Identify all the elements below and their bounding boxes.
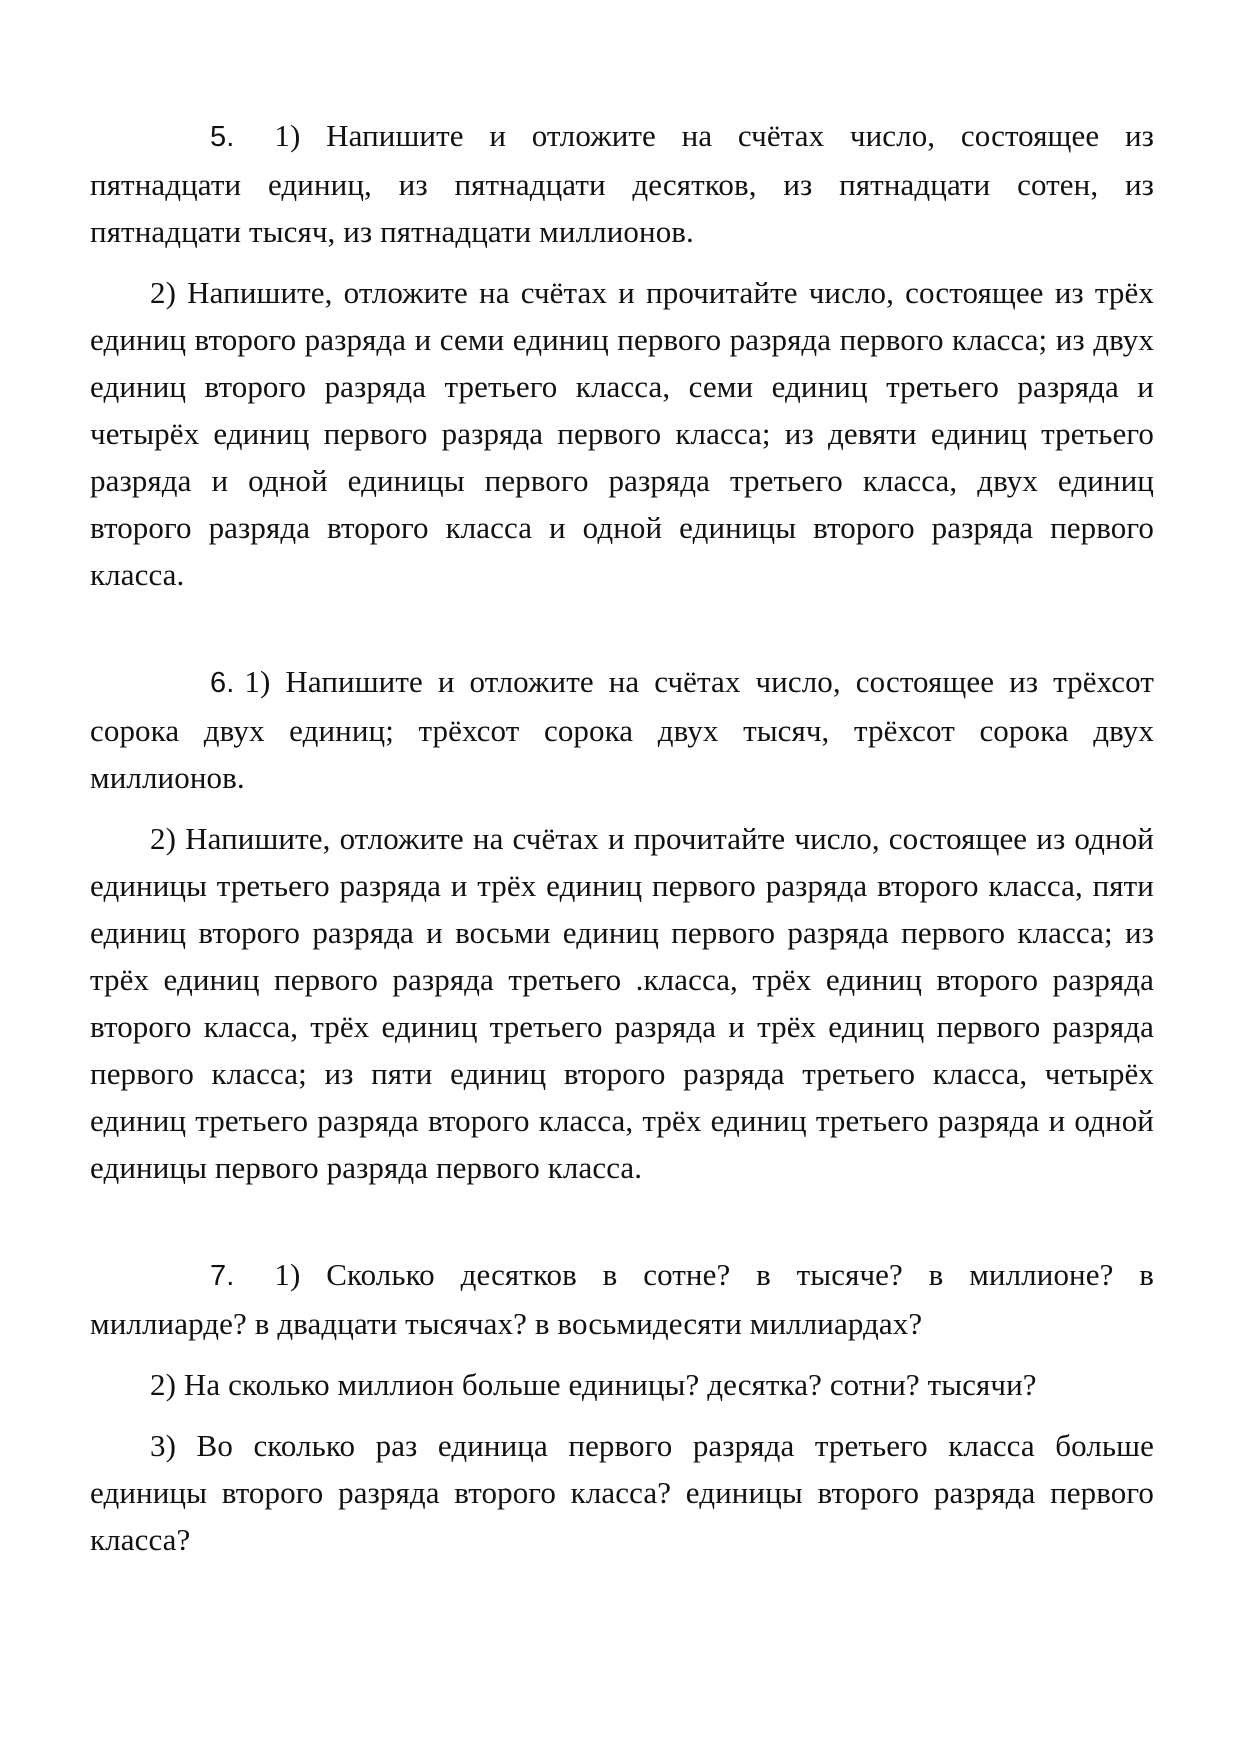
task-7-number: 7. [210,1260,235,1292]
task-5-part-2 [90,269,1154,598]
task-7-part-3 [90,1422,1154,1563]
task-6-part-1-text: 1) Напишите и отложите на счётах число, состоящее из трёхсот сорока двух единиц; трёхсот сорока двух тысяч, трёхсот сорока двух миллионов. [90,664,1154,795]
task-7-part-1 [90,1251,1154,1347]
task-5 [90,112,1154,598]
task-5-part-2-text: 2) Напишите, отложите на счётах и прочитайте число, состоящее из трёх единиц второго разряда и семи единиц первого разряда первого класса; из двух единиц второго разряда третьего класса, семи единиц третьего разряда и четырёх единиц первого разряда первого класса; из девяти единиц третьего разряда и одной единицы первого разряда третьего класса, двух единиц второго разряда второго класса и одной единицы второго разряда первого класса. [90,275,1154,592]
task-6-part-1 [90,658,1154,801]
task-7-part-3-text: 3) Во сколько раз единица первого разряда третьего класса больше единицы второго разряда второго класса? единицы второго разряда первого класса? [90,1428,1154,1557]
task-6-part-2-text: 2) Напишите, отложите на счётах и прочитайте число, состоящее из одной единицы третьего разряда и трёх единиц первого разряда второго класса, пяти единиц второго разряда и восьми единиц первого разряда первого класса; из трёх единиц первого разряда третьего .класса, трёх единиц второго разряда второго класса, трёх единиц третьего разряда и трёх единиц первого разряда первого класса; из пяти единиц второго разряда третьего класса, четырёх единиц третьего разряда второго класса, трёх единиц третьего разряда и одной единицы первого разряда первого класса. [90,821,1154,1185]
task-7-part-2-text: 2) На сколько миллион больше единицы? десятка? сотни? тысячи? [150,1367,1037,1402]
task-5-part-1-text: 1) Напишите и отложите на счётах число, состоящее из пятнадцати единиц, из пятнадцати десятков, из пятнадцати сотен, из пятнадцати тысяч, из пятнадцати миллионов. [90,118,1154,249]
task-7 [90,1251,1154,1563]
task-6-part-2 [90,815,1154,1191]
task-7-part-2 [90,1361,1154,1408]
task-5-number: 5. [210,121,235,153]
document-page [90,112,1154,1563]
task-6-number: 6. [210,667,235,699]
task-7-part-1-text: 1) Сколько десятков в сотне? в тысяче? в миллионе? в миллиарде? в двадцати тысячах? в восьмидесяти миллиардах? [90,1257,1154,1341]
task-5-part-1 [90,112,1154,255]
task-6 [90,658,1154,1191]
